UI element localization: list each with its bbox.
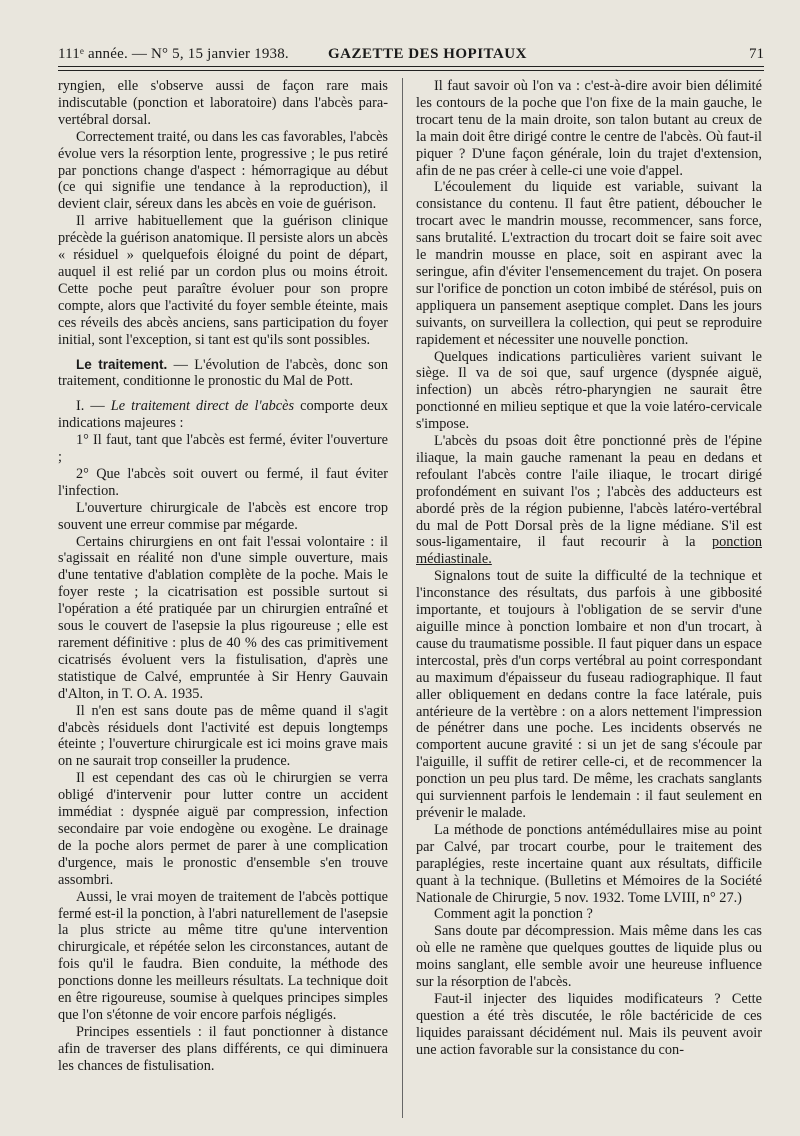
paragraph: L'écoulement du liquide est variable, suivant la consistance du contenu. Il faut être patient, déboucher le trocart avec le mandrin mousse, recommencer, sans force, sans brutalité. L'extraction du trocart doit se faire soit avec le mandrin mousse en place, soit en aspirant avec la seringue, afin d'éviter l'ensemencement du trajet. On posera sur l'orifice de ponction un coton imbibé de stérésol, puis on appliquera un pansement aseptique complet. Dans les jours suivants, on surveillera la collection, qui peut se reproduire rapidement et nécessiter une nouvelle ponction. bbox=[416, 179, 762, 348]
paragraph: Principes essentiels : il faut ponctionner à distance afin de traverser des plans différents, ce qui diminuera les chances de fistulisation. bbox=[58, 1023, 388, 1074]
paragraph: Il arrive habituellement que la guérison clinique précède la guérison anatomique. Il persiste alors un abcès « résiduel » quelquefois éloigné du point de départ, auquel il est relié par un cordon plus ou moins étroit. Cette poche peut paraître évoluer pour son propre compte, alors que l'activité du foyer semble éteinte, mais ces réveils des abcès anciens, sans participation du foyer initial, sont l'exception, si tant est qu'ils sont possibles. bbox=[58, 213, 388, 348]
running-header bbox=[58, 40, 764, 66]
italic-subheading: Le traitement direct de l'abcès bbox=[110, 398, 295, 415]
paragraph: Correctement traité, ou dans les cas favorables, l'abcès évolue vers la résorption lente, progressive ; le pus retiré par ponctions change d'aspect : hémorragique au début (ce qui signifie une tendance à la reproduction), il devient clair, séreux dans les abcès en voie de guérison. bbox=[58, 128, 388, 213]
paragraph: L'ouverture chirurgicale de l'abcès est encore trop souvent une erreur commise par mégarde. bbox=[58, 499, 388, 533]
paragraph: Comment agit la ponction ? bbox=[434, 906, 593, 923]
left-column bbox=[58, 78, 388, 1075]
paragraph: Il est cependant des cas où le chirurgien se verra obligé d'intervenir pour lutter contre un accident immédiat : dyspnée aiguë par compression, infection secondaire par voie endogène ou exogène. Le drainage de la poche alors permet de parer à une complication d'urgence, mais le pronostic d'ensemble s'en trouve assombri. bbox=[58, 770, 388, 888]
paragraph: 1° Il faut, tant que l'abcès est fermé, éviter l'ouverture ; bbox=[58, 432, 388, 466]
column-divider bbox=[402, 78, 403, 1118]
paragraph: Quelques indications particulières varient suivant le siège. Il va de soi que, sauf urgence (dyspnée aiguë, infection) un abcès rétro-pharyngien ne saurait être ponctionné en milieu septique et que la voie latéro-cervicale s'impose. bbox=[416, 348, 762, 433]
paragraph-treatment: Le traitement. — L'évolution de l'abcès, donc son traitement, conditionne le pronostic du Mal de Pott. bbox=[58, 356, 388, 390]
paragraph: Sans doute par décompression. Mais même dans les cas où elle ne ramène que quelques gouttes de liquide plus ou moins sanglant, elle semble avoir une heureuse influence sur la résorption de l'abcès. bbox=[416, 923, 762, 991]
paragraph: Signalons tout de suite la difficulté de la technique et l'inconstance des résultats, dus parfois à une gibbosité importante, et toujours à l'obligation de se servir d'une aiguille mince à ponction lombaire et non d'un trocart, à cause du traumatisme possible. Il faut piquer dans un espace intercostal, près d'un corps vertébral au point correspondant au maximum d'épaisseur du fuseau radiographique. Il faut aller obliquement en dedans contre la face latérale, puis antérieure de la vertèbre : on a alors nettement l'impression de pénétrer dans une poche. Les incidents observés ne comportent aucune gravité : si un jet de sang s'écoule par l'aiguille, il suffit de retirer celle-ci, et de recommencer la ponction un peu plus tard. De même, les crachats sanglants qui surviennent parfois le lendemain : il faut seulement en prévenir le malade. bbox=[416, 568, 762, 821]
paragraph: ryngien, elle s'observe aussi de façon rare mais indiscutable (ponction et laboratoire) dans l'abcès para-vertébral dorsal. bbox=[58, 78, 388, 128]
paragraph-psoas: L'abcès du psoas doit être ponctionné près de l'épine iliaque, la main gauche ramenant la peau en dedans et refoulant l'abcès contre l'aile iliaque, le trocart dirigé profondément en suivant l'os ; l'abcès des adducteurs est abordé près de la région pubienne, l'abcès latéro-vertébral du mal de Pott Dorsal près de la ligne médiane. S'il est sous-ligamentaire, il faut recourir à la ponction médiastinale. bbox=[416, 433, 762, 568]
underlined-term: ponction médiastinale. bbox=[416, 534, 762, 568]
paragraph-direct-treatment: I. — Le traitement direct de l'abcès comporte deux indications majeures : bbox=[58, 398, 388, 432]
right-column bbox=[416, 78, 762, 1059]
header-rule-thin bbox=[58, 70, 764, 71]
header-rule bbox=[58, 66, 764, 67]
paragraph: 2° Que l'abcès soit ouvert ou fermé, il faut éviter l'infection. bbox=[58, 465, 388, 499]
issue-line: 111ᵉ année. — N° 5, 15 janvier 1938. bbox=[58, 46, 289, 62]
paragraph: Certains chirurgiens en ont fait l'essai volontaire : il s'agissait en réalité non d'une simple ouverture, mais d'une tentative d'ablation complète de la poche. Mais le foyer reste ; la cicatrisation est possible surtout si l'opération a été pratiquée par un chirurgien entraîné et sous le couvert de l'asepsie la plus rigoureuse ; elle est rarement définitive : plus de 40 % des cas primitivement cicatrisés évoluent vers la fistulisation, d'après une statistique de Calvé, empruntée à Sir Henry Gauvain d'Alton, in T. O. A. 1935. bbox=[58, 533, 388, 702]
section-heading: Le traitement. bbox=[76, 356, 168, 372]
paragraph: La méthode de ponctions antémédullaires mise au point par Calvé, par trocart courbe, pour le traitement des paraplégies, reste incertaine quant aux résultats, difficile quant à la technique. (Bulletins et Mémoires de la Société Nationale de Chirurgie, 5 nov. 1932. Tome LVIII, n° 27.) bbox=[416, 821, 762, 906]
journal-title: GAZETTE DES HOPITAUX bbox=[328, 46, 527, 62]
paragraph: Faut-il injecter des liquides modificateurs ? Cette question a été très discutée, le rôle bactéricide de ces liquides paraissant décidément nul. Mais ils peuvent avoir une action favorable sur la consistance du con- bbox=[416, 990, 762, 1058]
paragraph: Aussi, le vrai moyen de traitement de l'abcès pottique fermé est-il la ponction, à l'abri naturellement de l'asepsie la plus stricte au même titre qu'une intervention chirurgicale, et répétée selon les circonstances, autant de fois qu'il le faudra. Bien conduite, la méthode des ponctions donne les meilleurs résultats. La technique doit en être rigoureuse, soumise à quelques principes simples que l'on s'étonne de voir encore parfois négligés. bbox=[58, 888, 388, 1023]
paragraph: Il n'en est sans doute pas de même quand il s'agit d'abcès résiduels dont l'activité est depuis longtemps éteinte ; l'ouverture chirurgicale est ici moins grave mais on ne saurait trop conseiller la prudence. bbox=[58, 702, 388, 770]
paragraph: Il faut savoir où l'on va : c'est-à-dire avoir bien délimité les contours de la poche que l'on fixe de la main gauche, le trocart tenu de la main droite, son talon butant au creux de la main doit être dirigé contre le centre de l'abcès. Où faut-il piquer ? D'une façon générale, loin du trajet d'extension, afin de ne pas créer à celle-ci une voie d'appel. bbox=[416, 78, 762, 179]
page-number: 71 bbox=[749, 46, 764, 62]
